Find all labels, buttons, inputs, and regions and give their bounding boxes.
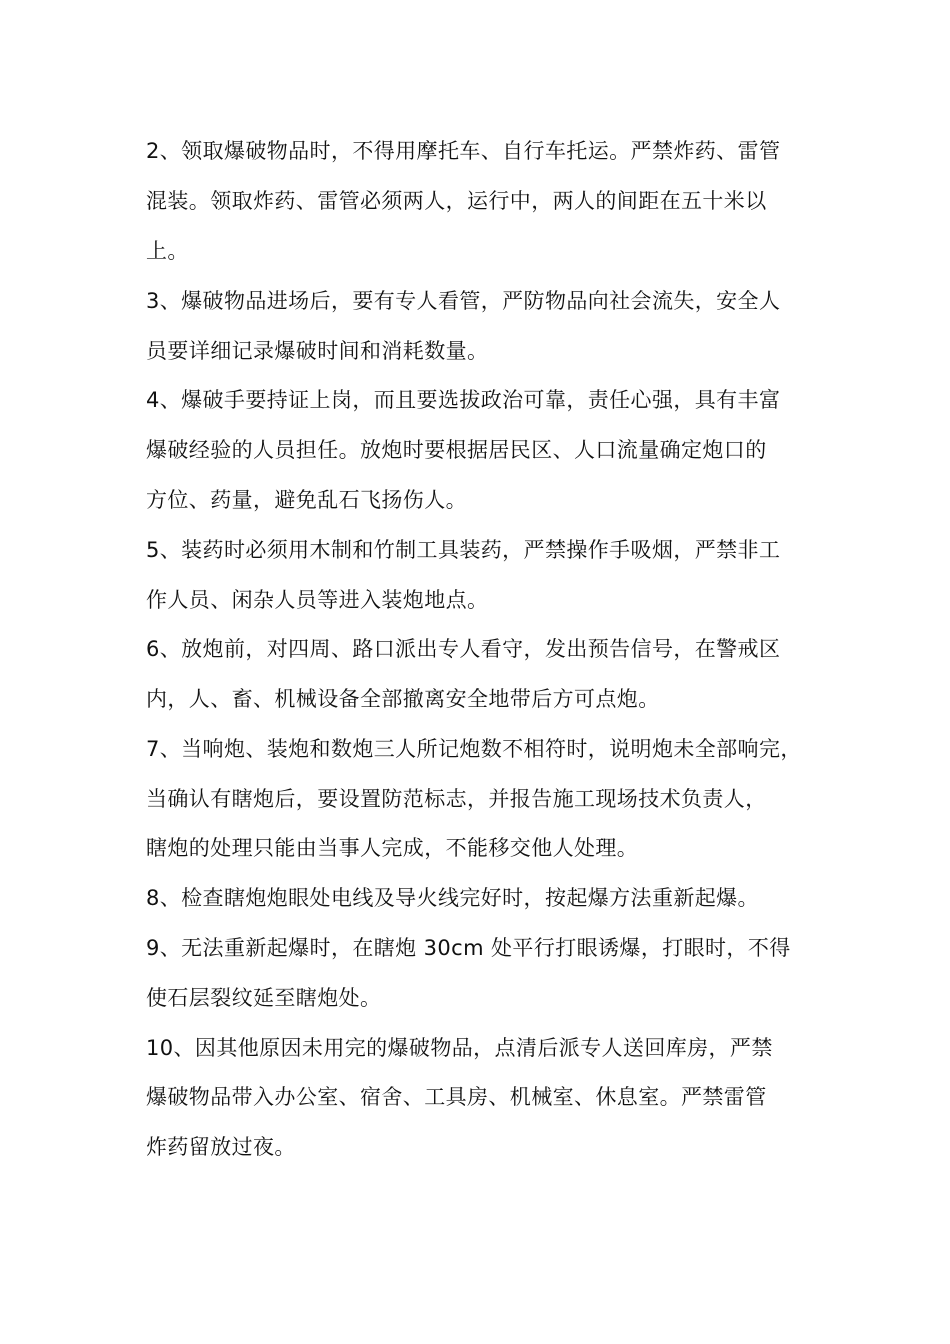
- text-line-17: 9、无法重新起爆时，在瞎炮 30cm 处平行打眼诱爆，打眼时，不得: [146, 936, 791, 960]
- text-line-8: 方位、药量，避免乱石飞扬伤人。: [146, 488, 467, 512]
- text-line-9: 5、装药时必须用木制和竹制工具装药，严禁操作手吸烟，严禁非工: [146, 538, 781, 562]
- text-line-7: 爆破经验的人员担任。放炮时要根据居民区、人口流量确定炮口的: [146, 438, 767, 462]
- text-line-16: 8、检查瞎炮炮眼处电线及导火线完好时，按起爆方法重新起爆。: [146, 886, 759, 910]
- text-line-2: 混装。领取炸药、雷管必须两人，运行中，两人的间距在五十米以: [146, 189, 767, 213]
- text-line-19: 10、因其他原因未用完的爆破物品，点清后派专人送回库房，严禁: [146, 1036, 773, 1060]
- text-line-15: 瞎炮的处理只能由当事人完成，不能移交他人处理。: [146, 836, 639, 860]
- text-line-5: 员要详细记录爆破时间和消耗数量。: [146, 339, 489, 363]
- text-line-21: 炸药留放过夜。: [146, 1135, 296, 1159]
- text-line-20: 爆破物品带入办公室、宿舍、工具房、机械室、休息室。严禁雷管: [146, 1085, 767, 1109]
- text-line-3: 上。: [146, 239, 189, 263]
- text-line-1: 2、领取爆破物品时，不得用摩托车、自行车托运。严禁炸药、雷管: [146, 139, 781, 163]
- text-line-10: 作人员、闲杂人员等进入装炮地点。: [146, 588, 489, 612]
- text-line-13: 7、当响炮、装炮和数炮三人所记炮数不相符时，说明炮未全部响完，: [146, 737, 802, 761]
- text-line-6: 4、爆破手要持证上岗，而且要选拔政治可靠，责任心强，具有丰富: [146, 388, 781, 412]
- text-line-4: 3、爆破物品进场后，要有专人看管，严防物品向社会流失，安全人: [146, 289, 781, 313]
- text-line-11: 6、放炮前，对四周、路口派出专人看守，发出预告信号，在警戒区: [146, 637, 781, 661]
- text-line-18: 使石层裂纹延至瞎炮处。: [146, 986, 382, 1010]
- text-line-12: 内，人、畜、机械设备全部撤离安全地带后方可点炮。: [146, 687, 660, 711]
- text-line-14: 当确认有瞎炮后，要设置防范标志，并报告施工现场技术负责人，: [146, 787, 767, 811]
